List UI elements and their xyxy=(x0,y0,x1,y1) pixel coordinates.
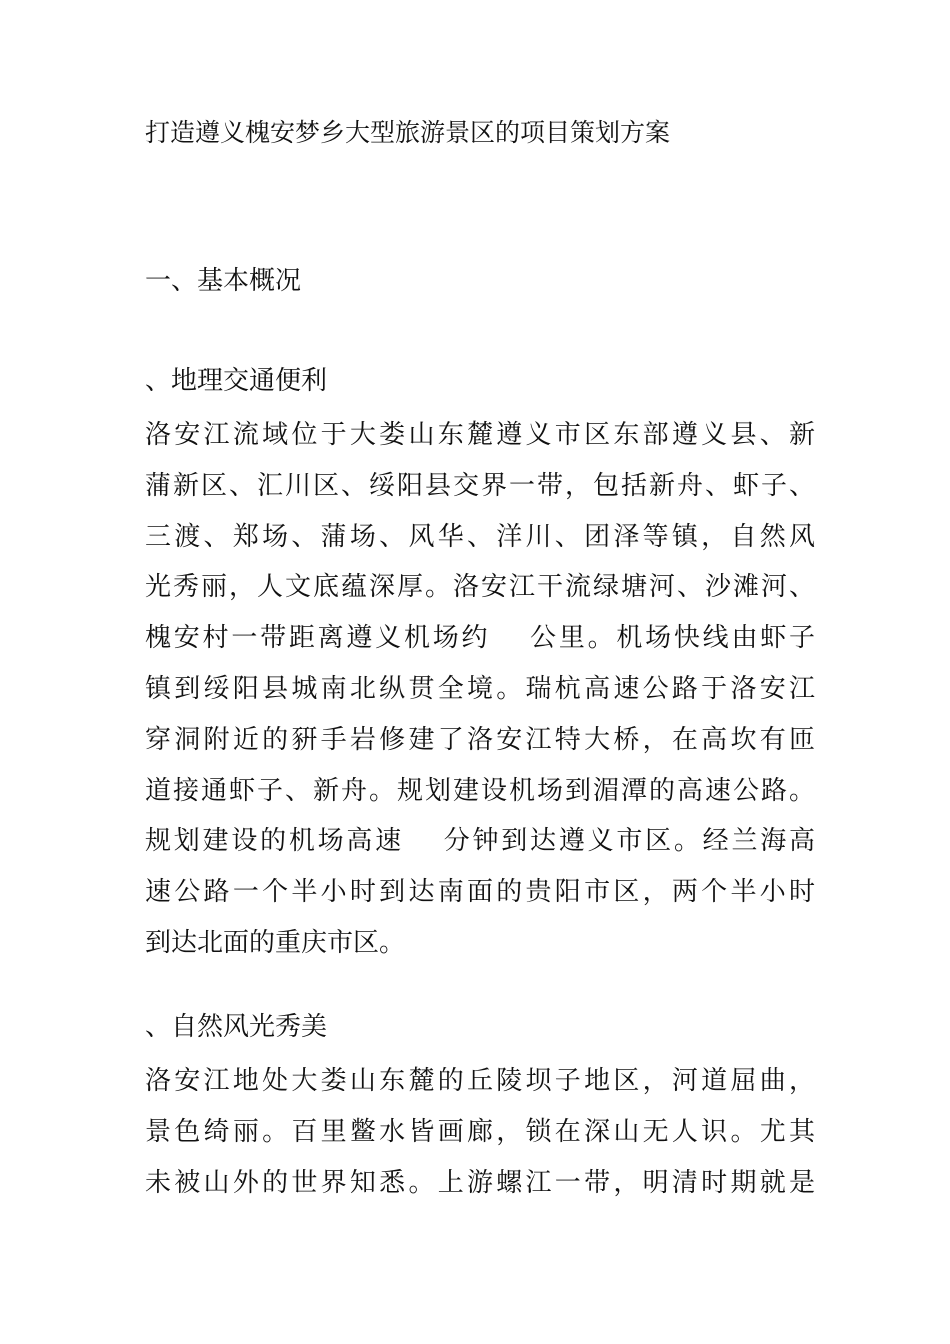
paragraph-line: 道接通虾子、新舟。规划建设机场到湄潭的高速公路。 xyxy=(145,775,815,806)
paragraph-line: 未被山外的世界知悉。上游螺江一带，明清时期就是 xyxy=(145,1167,815,1198)
subsection-heading-transport: 、地理交通便利 xyxy=(145,366,328,396)
paragraph-line: 光秀丽，人文底蕴深厚。洛安江干流绿塘河、沙滩河、 xyxy=(145,572,815,603)
paragraph-line: 洛安江地处大娄山东麓的丘陵坝子地区，河道屈曲， xyxy=(145,1066,815,1096)
paragraph-line: 蒲新区、汇川区、绥阳县交界一带，包括新舟、虾子、 xyxy=(145,470,815,501)
paragraph-line: 穿洞附近的豣手岩修建了洛安江特大桥，在高坎有匝 xyxy=(145,724,815,755)
paragraph-line: 三渡、郑场、蒲场、风华、洋川、团泽等镇，自然风 xyxy=(145,521,815,552)
document-title: 打造遵义槐安梦乡大型旅游景区的项目策划方案 xyxy=(145,118,671,147)
section-heading-basic-overview: 一、基本概况 xyxy=(145,266,302,296)
paragraph-line: 景色绮丽。百里鳖水皆画廊，锁在深山无人识。尤其 xyxy=(145,1116,815,1147)
subsection-heading-scenery: 、自然风光秀美 xyxy=(145,1012,328,1042)
paragraph-line: 到达北面的重庆市区。 xyxy=(145,927,406,958)
paragraph-line: 槐安村一带距离遵义机场约 公里。机场快线由虾子 xyxy=(145,623,815,654)
paragraph-line: 速公路一个半小时到达南面的贵阳市区，两个半小时 xyxy=(145,877,815,908)
paragraph-transport xyxy=(145,410,815,969)
paragraph-line: 洛安江流域位于大娄山东麓遵义市区东部遵义县、新 xyxy=(145,420,815,450)
paragraph-scenery xyxy=(145,1056,815,1208)
paragraph-line: 规划建设的机场高速 分钟到达遵义市区。经兰海高 xyxy=(145,826,815,857)
paragraph-line: 镇到绥阳县城南北纵贯全境。瑞杭高速公路于洛安江 xyxy=(145,673,815,704)
